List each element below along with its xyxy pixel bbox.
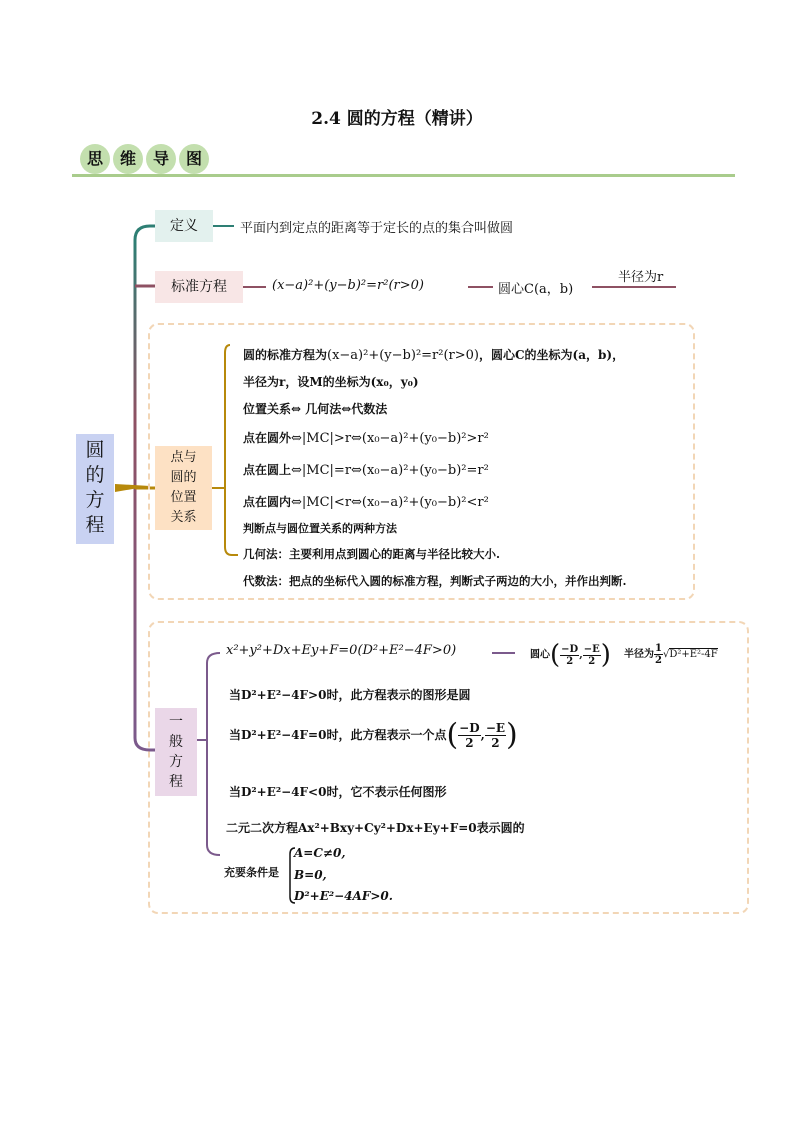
point-den: 2 <box>491 736 500 750</box>
intro-prefix: 圆的标准方程为 <box>243 348 328 362</box>
point-den: 2 <box>465 736 474 750</box>
condition-label: 充要条件是 <box>224 866 279 879</box>
general-equation: x²+y²+Dx+Ey+F=0(D²+E²−4F>0) <box>226 643 457 658</box>
center-fraction-e: $\frac{-E}{2}$ <box>583 643 600 667</box>
standard-radius: 半径为r <box>618 270 664 285</box>
position-label-line: 关系 <box>170 510 197 525</box>
position-label-line: 点与 <box>170 450 197 465</box>
general-label-char: 方 <box>169 754 183 770</box>
root-char: 圆 <box>85 439 105 461</box>
standard-equation: (x−a)²+(y−b)²=r²(r>0) <box>272 278 424 293</box>
header-badge: 导 <box>146 144 176 174</box>
center-e: E <box>592 643 600 655</box>
paren-open: ( <box>550 640 561 670</box>
standard-center: 圆心C(a，b) <box>498 282 574 297</box>
intro-suffix: ，圆心C的坐标为(a，b)， <box>479 348 625 362</box>
case-positive: 当D²+E²−4F>0时，此方程表示的图形是圆 <box>229 688 471 702</box>
radius-sqrt: D²+E²-4F <box>669 649 718 660</box>
center-label: 圆心 <box>530 649 550 661</box>
definition-text: 平面内到定点的距离等于定长的点的集合叫做圆 <box>240 221 514 236</box>
root-char: 方 <box>85 489 105 511</box>
case-negative: 当D²+E²−4F<0时，它不表示任何图形 <box>229 785 447 799</box>
condition-3: D²+E²−4AF>0. <box>294 889 393 903</box>
header-badge: 维 <box>113 144 143 174</box>
outside-expr: ⇔|MC|>r⇔(x₀−a)²+(y₀−b)²>r² <box>291 431 489 446</box>
root-char: 程 <box>85 514 105 536</box>
general-label <box>155 708 197 796</box>
radius-num: 1 <box>655 643 662 654</box>
position-label-line: 圆的 <box>170 470 197 485</box>
header-badge: 图 <box>179 144 209 174</box>
header-badge: 思 <box>80 144 110 174</box>
outside-prefix: 点在圆外 <box>243 431 292 445</box>
radius-label: 半径为 <box>624 649 654 660</box>
on-prefix: 点在圆上 <box>243 463 292 477</box>
root-node <box>76 434 114 544</box>
point-on <box>243 461 489 478</box>
point-e: E <box>495 721 506 735</box>
point-fraction-e: $\frac{-E}{2}$ <box>485 721 506 750</box>
center-fraction-d: $\frac{-D}{2}$ <box>561 643 579 667</box>
general-label-char: 一 <box>169 714 183 730</box>
general-label-char: 般 <box>169 734 183 750</box>
position-label <box>155 446 212 530</box>
point-paren-open: ( <box>446 717 459 753</box>
position-intro-line1 <box>243 346 624 363</box>
root-char: 的 <box>85 464 105 486</box>
condition-2: B=0, <box>294 868 327 882</box>
general-center: 圆心( $\frac{-D}{2}$ , $\frac{-E}{2}$ ) <box>530 640 611 670</box>
center-d: D <box>569 643 579 655</box>
case-zero-text: 当D²+E²−4F=0时，此方程表示一个点 <box>229 728 447 742</box>
definition-label: 定义 <box>155 210 213 242</box>
on-expr: ⇔|MC|=r⇔(x₀−a)²+(y₀−b)²=r² <box>291 463 489 478</box>
methods-title: 判断点与圆位置关系的两种方法 <box>243 522 397 535</box>
inside-expr: ⇔|MC|<r⇔(x₀−a)²+(y₀−b)²<r² <box>291 495 489 510</box>
geometric-method: 几何法：主要利用点到圆心的距离与半径比较大小. <box>243 547 501 561</box>
radius-den: 2 <box>655 655 662 666</box>
condition-1: A=C≠0, <box>294 846 346 860</box>
intro-equation: (x−a)²+(y−b)²=r²(r>0) <box>327 348 479 363</box>
position-intro-line2: 半径为r，设M的坐标为(x₀，y₀) <box>243 375 419 389</box>
point-paren-close: ) <box>506 717 518 753</box>
page-title: 2.4 圆的方程（精讲） <box>311 109 483 129</box>
paren-close: ) <box>600 640 611 670</box>
position-relation: 位置关系⇔ 几何法⇔代数法 <box>243 402 388 416</box>
point-fraction-d: $\frac{-D}{2}$ <box>459 721 480 750</box>
general-label-char: 程 <box>169 774 183 790</box>
point-d: D <box>469 721 480 735</box>
case-zero: 当D²+E²−4F=0时，此方程表示一个点( $\frac{-D}{2}$ , $\frac{-E}{2}$ ) <box>229 717 518 753</box>
radius-fraction <box>654 643 663 666</box>
center-den: 2 <box>566 655 574 667</box>
point-outside <box>243 429 489 446</box>
position-label-line: 位置 <box>170 490 197 505</box>
center-den: 2 <box>588 655 596 667</box>
general-radius: 半径为 $\frac{1}{2}$ √D²+E²-4F <box>624 643 718 666</box>
point-inside <box>243 493 489 510</box>
standard-label: 标准方程 <box>155 271 243 303</box>
algebraic-method: 代数法：把点的坐标代入圆的标准方程，判断式子两边的大小，并作出判断. <box>243 574 627 588</box>
inside-prefix: 点在圆内 <box>243 495 292 509</box>
quadratic-text: 二元二次方程Ax²+Bxy+Cy²+Dx+Ey+F=0表示圆的 <box>226 821 525 835</box>
